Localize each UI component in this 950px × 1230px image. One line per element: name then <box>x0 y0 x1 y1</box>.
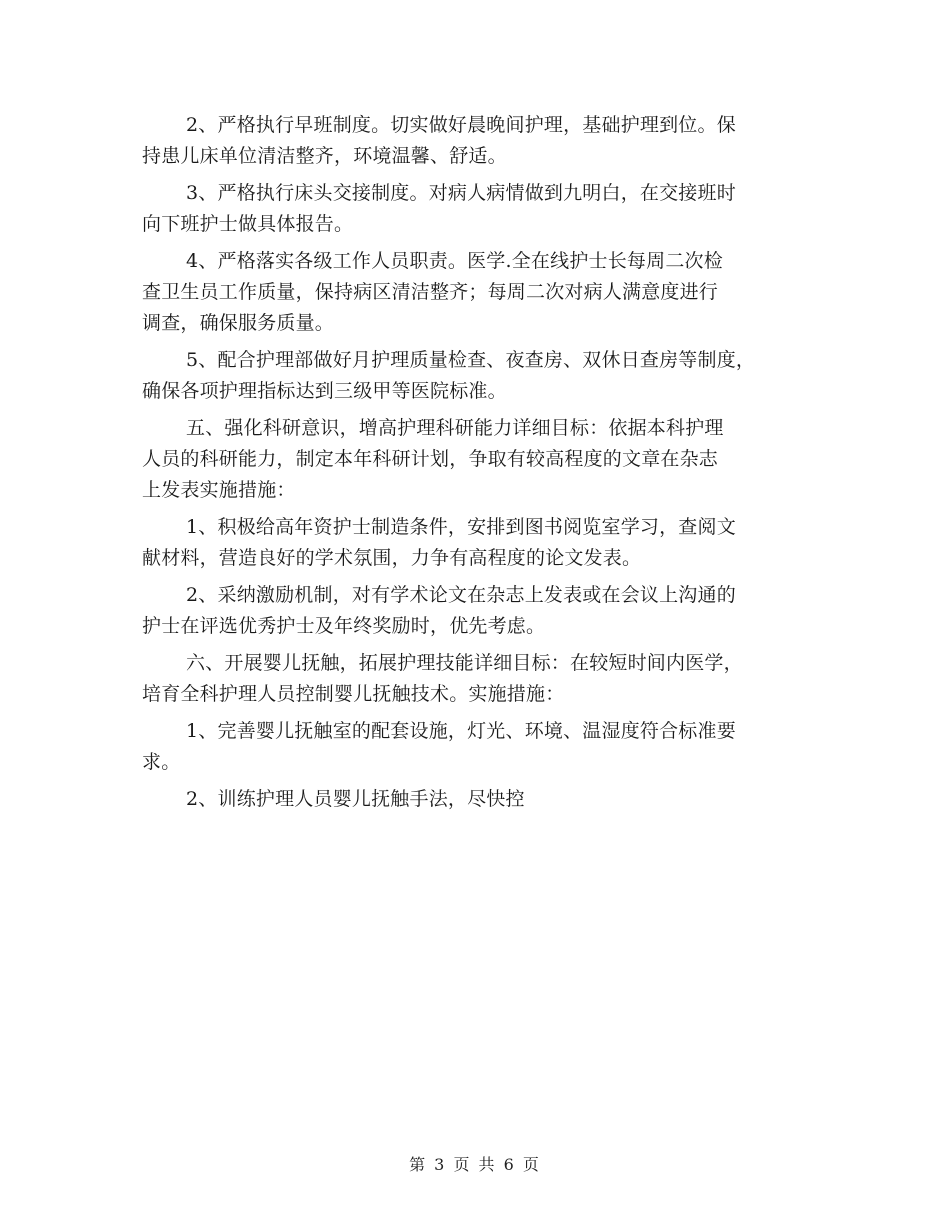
text-line: 护士在评选优秀护士及年终奖励时，优先考虑。 <box>142 615 546 637</box>
text-line: 1、完善婴儿抚触室的配套设施，灯光、环境、温湿度符合标准要 <box>186 720 736 742</box>
document-body <box>142 110 822 815</box>
text-line: 2、采纳激励机制，对有学术论文在杂志上发表或在会议上沟通的 <box>186 584 736 606</box>
text-line: 查卫生员工作质量，保持病区清洁整齐；每周二次对病人满意度进行 <box>142 281 719 303</box>
text-line: 3、严格执行床头交接制度。对病人病情做到九明白，在交接班时 <box>186 182 736 204</box>
text-line: 人员的科研能力，制定本年科研计划，争取有较高程度的文章在杂志 <box>142 448 719 470</box>
text-line: 2、训练护理人员婴儿抚触手法，尽快控 <box>186 788 525 810</box>
text-line: 培育全科护理人员控制婴儿抚触技术。实施措施： <box>142 683 565 705</box>
text-line: 确保各项护理指标达到三级甲等医院标准。 <box>142 380 507 402</box>
text-line: 调查，确保服务质量。 <box>142 312 335 334</box>
text-line: 献材料，营造良好的学术氛围，力争有高程度的论文发表。 <box>142 547 642 569</box>
text-line: 上发表实施措施： <box>142 479 296 501</box>
text-line: 1、积极给高年资护士制造条件，安排到图书阅览室学习，查阅文 <box>186 516 736 538</box>
text-line: 求。 <box>142 751 181 773</box>
text-line: 向下班护士做具体报告。 <box>142 213 354 235</box>
text-line: 五、强化科研意识，增高护理科研能力详细目标：依据本科护理 <box>186 417 724 439</box>
text-line: 持患儿床单位清洁整齐，环境温馨、舒适。 <box>142 145 507 167</box>
text-line: 2、严格执行早班制度。切实做好晨晚间护理，基础护理到位。保 <box>186 114 736 136</box>
page-number: 第 3 页 共 6 页 <box>409 1155 541 1174</box>
text-line: 5、配合护理部做好月护理质量检查、夜查房、双休日查房等制度， <box>186 349 756 371</box>
text-line: 六、开展婴儿抚触，拓展护理技能详细目标：在较短时间内医学， <box>186 652 743 674</box>
text-line: 4、严格落实各级工作人员职责。医学.全在线护士长每周二次检 <box>186 250 723 272</box>
